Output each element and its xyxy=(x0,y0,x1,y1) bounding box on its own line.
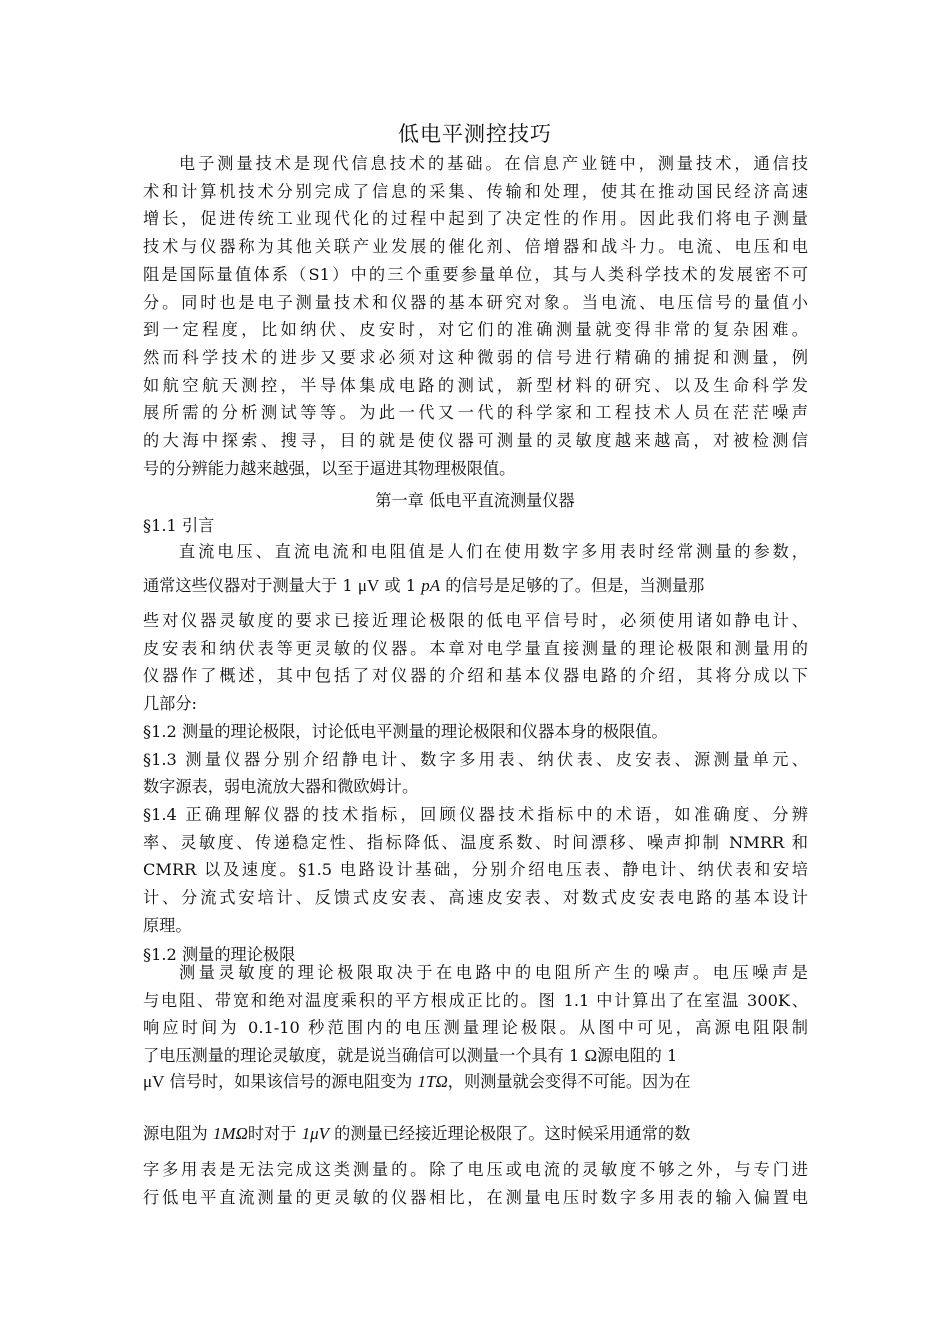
text-fragment: 了电压测量的理论灵敏度，就是说当确信可以测量一个具有 1 xyxy=(143,1046,585,1066)
intro-line: 然而科学技术的进步又要求必须对这种微弱的信号进行精确的捕捉和测量，例 xyxy=(143,347,808,367)
paragraph-line: 皮安表和纳伏表等更灵敏的仪器。本章对电学量直接测量的理论极限和测量用的 xyxy=(143,638,808,658)
paragraph-line: 测量灵敏度的理论极限取决于在电路中的电阻所产生的噪声。电压噪声是 xyxy=(179,963,808,982)
intro-line: 如航空航天测控，半导体集成电路的测试，新型材料的研究、以及生命科学发 xyxy=(143,375,808,395)
intro-line: 阻是国际量值体系（S1）中的三个重要参量单位，其与人类科学技术的发展密不可 xyxy=(143,264,808,284)
intro-line: 的大海中探索、搜寻，目的就是使仪器可测量的灵敏度越来越高，对被检测信 xyxy=(143,431,808,451)
text-fragment: 源电阻为 xyxy=(143,1124,213,1143)
list-item: 率、灵敏度、传递稳定性、指标降低、温度系数、时间漂移、噪声抑制 NMRR 和 xyxy=(143,832,808,852)
text-fragment: ，则测量就会变得不可能。因为在 xyxy=(447,1072,691,1091)
intro-line: 电子测量技术是现代信息技术的基础。在信息产业链中，测量技术，通信技 xyxy=(179,154,808,173)
section-1-2-math-line-b xyxy=(143,1120,808,1148)
paragraph-line xyxy=(143,1120,808,1148)
intro-line: 到一定程度，比如纳伏、皮安时，对它们的准确测量就变得非常的复杂困难。 xyxy=(143,320,808,340)
text-fragment: 通常这些仪器对于测量大于 1 xyxy=(143,576,353,595)
paragraph-line: 行低电平直流测量的更灵敏的仪器相比，在测量电压时数字多用表的输入偏置电 xyxy=(143,1187,808,1207)
paragraph-line: 字多用表是无法完成这类测量的。除了电压或电流的灵敏度不够之外，与专门进 xyxy=(143,1160,808,1179)
document-title: 低电平测控技巧 xyxy=(398,122,552,146)
text-fragment: 源电阻的 1 xyxy=(597,1046,678,1066)
list-item: §1.3 测量仪器分别介绍静电计、数字多用表、纳伏表、皮安表、源测量单元、 xyxy=(143,749,808,769)
text-fragment: 时对于 xyxy=(247,1124,302,1143)
list-item: §1.4 正确理解仪器的技术指标，回顾仪器技术指标中的术语，如准确度、分辨 xyxy=(143,804,808,824)
chapter-title: 第一章 低电平直流测量仪器 xyxy=(375,491,575,510)
paragraph-line: 直流电压、直流电流和电阻值是人们在使用数字多用表时经常测量的参数， xyxy=(179,542,808,561)
section-1-1-continuation xyxy=(143,607,808,939)
paragraph-line xyxy=(143,1042,808,1070)
text-fragment: 的测量已经接近理论极限了。这时候采用通常的数 xyxy=(329,1124,691,1143)
paragraph-line: 响应时间为 0.1-10 秒范围内的电压测量理论极限。从图中可见，高源电阻限制 xyxy=(143,1018,808,1038)
intro-line: 号的分辨能力越来越强，以至于逼进其物理极限值。 xyxy=(143,458,516,478)
text-fragment: 的信号是足够的了。但是，当测量那 xyxy=(440,576,705,595)
unit-microvolt: 1μV xyxy=(301,1124,330,1143)
list-item: CMRR 以及速度。§1.5 电路设计基础，分别介绍电压表、静电计、纳伏表和安培 xyxy=(143,860,808,880)
list-item: 数字源表，弱电流放大器和微欧姆计。 xyxy=(143,777,419,797)
unit-text: μV xyxy=(357,576,380,595)
intro-line: 展所需的分析测试等等。为此一代又一代的科学家和工程技术人员在茫茫噪声 xyxy=(143,403,808,423)
section-1-1-math-line xyxy=(143,572,808,600)
section-1-2-heading: §1.2 测量的理论极限 xyxy=(143,945,296,964)
text-fragment: 信号时，如果该信号的源电阻变为 xyxy=(164,1072,418,1091)
intro-line: 技术与仪器称为其他关联产业发展的催化剂、倍增器和战斗力。电流、电压和电 xyxy=(143,237,808,257)
paragraph-line xyxy=(143,572,808,600)
section-1-1-paragraph xyxy=(143,538,808,566)
paragraph-line: 几部分: xyxy=(143,694,198,714)
unit-teraohm: 1TΩ xyxy=(417,1072,448,1091)
unit-microvolt xyxy=(358,576,379,595)
unit-microvolt: μV xyxy=(143,1072,165,1091)
paragraph-line: 与电阻、带宽和绝对温度乘积的平方根成正比的。图 1.1 中计算出了在室温 300K、 xyxy=(143,990,808,1010)
list-item: §1.2 测量的理论极限，讨论低电平测量的理论极限和仪器本身的极限值。 xyxy=(143,721,668,741)
intro-paragraph xyxy=(143,150,808,482)
unit-ohm: Ω xyxy=(584,1046,598,1066)
intro-line: 术和计算机技术分别完成了信息的采集、传输和处理，使其在推动国民经济高速 xyxy=(143,181,808,201)
section-1-2-math-line-a xyxy=(143,1068,808,1096)
text-fragment: 或 1 xyxy=(384,576,417,595)
paragraph-line: 些对仪器灵敏度的要求已接近理论极限的低电平信号时，必须使用诸如静电计、 xyxy=(143,611,808,630)
list-item: 原理。 xyxy=(143,915,192,935)
paragraph-line xyxy=(143,1068,808,1096)
section-1-1-heading: §1.1 引言 xyxy=(143,516,215,535)
unit-picoamp: pA xyxy=(421,576,441,595)
intro-line: 增长，促进传统工业现代化的过程中起到了决定性的作用。因此我们将电子测量 xyxy=(143,209,808,229)
section-1-2-paragraph xyxy=(143,959,808,1070)
list-item: 计、分流式安培计、反馈式皮安表、高速皮安表、对数式皮安表电路的基本设计 xyxy=(143,888,808,908)
unit-megaohm: 1MΩ xyxy=(212,1124,248,1143)
paragraph-line: 仪器作了概述，其中包括了对仪器的介绍和基本仪器电路的介绍，其将分成以下 xyxy=(143,666,808,686)
intro-line: 分。同时也是电子测量技术和仪器的基本研究对象。当电流、电压信号的量值小 xyxy=(143,292,808,312)
section-1-2-tail xyxy=(143,1156,808,1211)
